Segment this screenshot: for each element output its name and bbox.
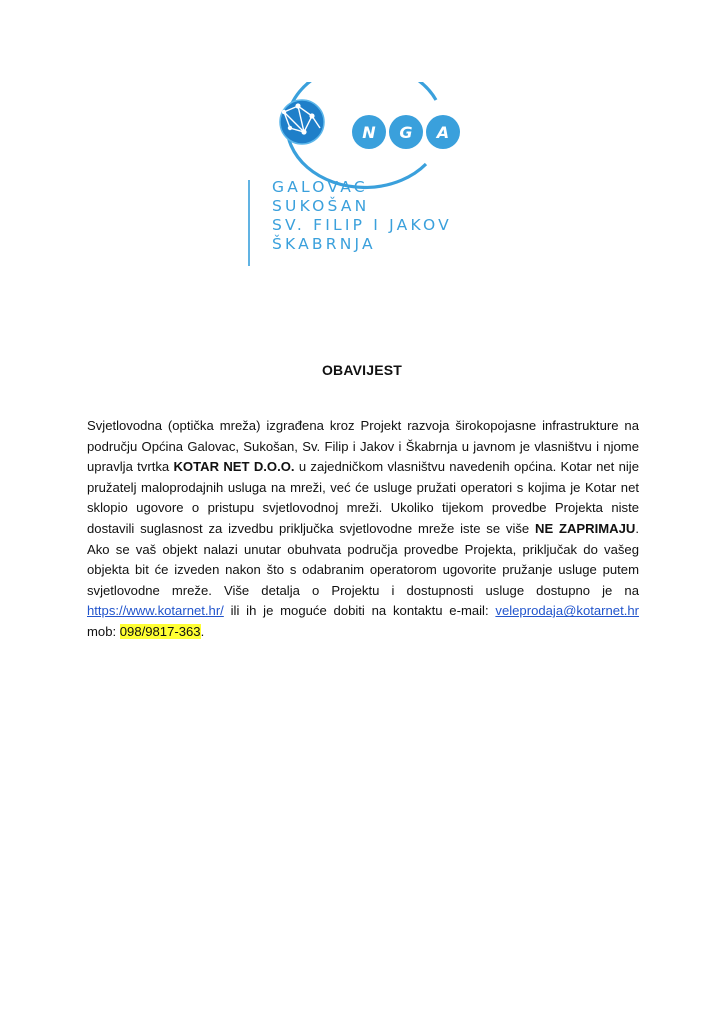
notice-title: OBAVIJEST	[321, 362, 403, 378]
municipality-name: SV. FILIP I JAKOV	[272, 216, 452, 234]
municipality-name: ŠKABRNJA	[272, 235, 376, 253]
email-link[interactable]: veleprodaja@kotarnet.hr	[495, 603, 639, 619]
text-segment: . Ako se vaš objekt nalazi unutar obuhvata područja provedbe Projekta, priključak do vašeg objekta bit će izveden nakon što s odabranim operatorom ugovorite pružanje usluge putem svjetlovodne mreže. Više detalja o Projektu i dostupnosti usluge dostupno je na	[87, 520, 639, 598]
logo-letter-a: A	[436, 123, 450, 142]
text-segment: ili ih je moguće dobiti na kontaktu e-mail:	[223, 603, 496, 619]
municipality-list	[272, 178, 452, 254]
emphasis-text: NE ZAPRIMAJU	[534, 520, 636, 536]
text-segment: Svjetlovodna (optička mreža) izgrađena kroz Projekt razvoja širokopojasne infrastrukture na području Općina Galovac, Sukošan, Sv. Filip i Jakov i Škabrnja u javnom je vlasništvu i njome upravlja tvrtka	[87, 418, 639, 475]
text-segment: u zajedničkom vlasništvu navedenih općina. Kotar net nije pružatelj maloprodajnih usluga na mreži, već će usluge pružati operatori s kojima je Kotar net sklopio ugovore o pristupu svjetlovodnoj mreži. Ukoliko tijekom provedbe Projekta niste dostavili suglasnost za izvedbu priključka svjetlovodne mreže iste se više	[87, 459, 639, 536]
municipality-name: SUKOŠAN	[272, 197, 370, 215]
notice-paragraph	[87, 416, 639, 643]
website-link[interactable]: https://www.kotarnet.hr/	[87, 603, 224, 619]
logo-letter-g: G	[399, 123, 413, 142]
logo-letter-n: N	[362, 123, 376, 142]
municipality-name: GALOVAC	[272, 178, 368, 196]
phone-number: 098/9817-363	[119, 623, 201, 639]
notice-body	[87, 416, 639, 643]
text-segment: .	[200, 623, 205, 639]
globe-icon	[280, 100, 324, 144]
company-name: KOTAR NET D.O.O.	[173, 459, 295, 475]
mob-label: mob:	[87, 623, 120, 639]
